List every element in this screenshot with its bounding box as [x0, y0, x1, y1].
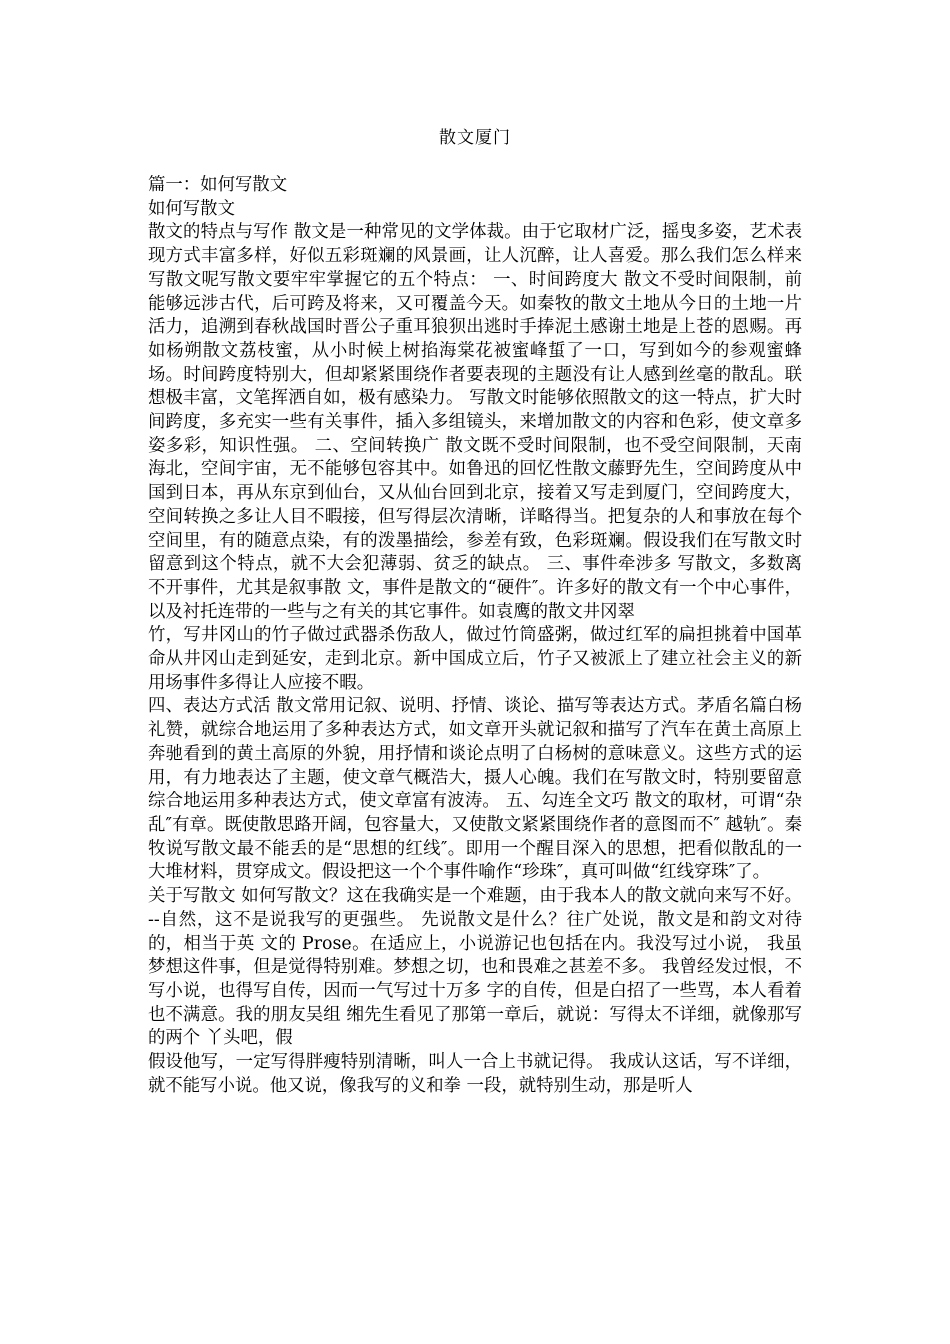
document-body	[148, 174, 802, 1098]
paragraph: 假设他写，一定写得胖瘦特别清晰，叫人一合上书就记得。 我成认这话，写不详细，就不能写小说。他又说，像我写的义和拳 一段，就特别生动，那是听人	[148, 1052, 802, 1096]
paragraph: 散文的特点与写作 散文是一种常见的文学体裁。由于它取材广泛，摇曳多姿，艺术表现方式丰富多样，好似五彩斑斓的风景画，让人沉醉，让人喜爱。那么我们怎么样来写散文呢写散文要牢牢掌握它的五个特点： 一、时间跨度大 散文不受时间限制，前能够远涉古代，后可跨及将来，又可覆盖今天。如秦牧的散文土地从今日的土地一片活力，追溯到春秋战国时晋公子重耳狼狈出逃时手捧泥土感谢土地是上苍的恩赐。再如杨朔散文荔枝蜜，从小时候上树掐海棠花被蜜峰蜇了一口，写到如今的参观蜜蜂场。时间跨度特别大，但却紧紧围绕作者要表现的主题没有让人感到丝毫的散乱。联想极丰富，文笔挥洒自如，极有感染力。 写散文时能够依照散文的这一特点，扩大时间跨度，多充实一些有关事件，插入多组镜头，来增加散文的内容和色彩，使文章多姿多彩，知识性强。 二、空间转换广 散文既不受时间限制，也不受空间限制，天南海北，空间宇宙，无不能够包容其中。如鲁迅的回忆性散文藤野先生，空间跨度从中国到日本，再从东京到仙台，又从仙台回到北京，接着又写走到厦门，空间跨度大，空间转换之多让人目不暇接，但写得层次清晰，详略得当。把复杂的人和事放在每个空间里，有的随意点染，有的泼墨描绘，参差有致，色彩斑斓。假设我们在写散文时留意到这个特点，就不大会犯薄弱、贫乏的缺点。 三、事件牵涉多 写散文，多数离不开事件，尤其是叙事散 文，事件是散文的“硬件″。许多好的散文有一个中心事件，以及衬托连带的一些与之有关的其它事件。如袁鹰的散文井冈翠	[148, 222, 802, 622]
paragraph: 四、表达方式活 散文常用记叙、说明、抒情、谈论、描写等表达方式。茅盾名篇白杨礼赞，就综合地运用了多种表达方式，如文章开头就记叙和描写了汽车在黄土高原上奔驰看到的黄土高原的外貌，用抒情和谈论点明了白杨树的意味意义。这些方式的运用，有力地表达了主题，使文章气概浩大，摄人心魄。我们在写散文时，特别要留意综合地运用多种表达方式，使文章富有波涛。 五、勾连全文巧 散文的取材，可谓“杂乱″有章。既使散思路开阔，包容量大，又使散文紧紧围绕作者的意图而不″ 越轨″。秦牧说写散文最不能丢的是“思想的红线″。即用一个醒目深入的思想，把看似散乱的一大堆材料，贯穿成文。假设把这一个个事件喻作“珍珠″，真可叫做“红线穿珠″了。	[148, 696, 802, 883]
section-heading: 篇一：如何写散文	[148, 175, 288, 195]
subheading: 如何写散文	[148, 198, 235, 219]
paragraph: 竹，写井冈山的竹子做过武器杀伤敌人，做过竹筒盛粥，做过红军的扁担挑着中国革命从井冈山走到延安，走到北京。新中国成立后，竹子又被派上了建立社会主义的新用场事件多得让人应接不暇。	[148, 625, 802, 693]
paragraph: 关于写散文 如何写散文？这在我确实是一个难题，由于我本人的散文就向来写不好。--自然，这不是说我写的更强些。 先说散文是什么？往广处说，散文是和韵文对待的，相当于英 文的 Prose。在适应上，小说游记也包括在内。我没写过小说， 我虽梦想这件事，但是觉得特别难。梦想之切，也和畏难之甚差不多。 我曾经发过恨，不写小说，也得写自传，因而一气写过十万多 字的自传，但是白招了一些骂，本人看着也不满意。我的朋友吴组 缃先生看见了那第一章后，就说：写得太不详细，就像那写的两个 丫头吧，假	[148, 886, 802, 1049]
document-title: 散文厦门	[439, 128, 511, 148]
